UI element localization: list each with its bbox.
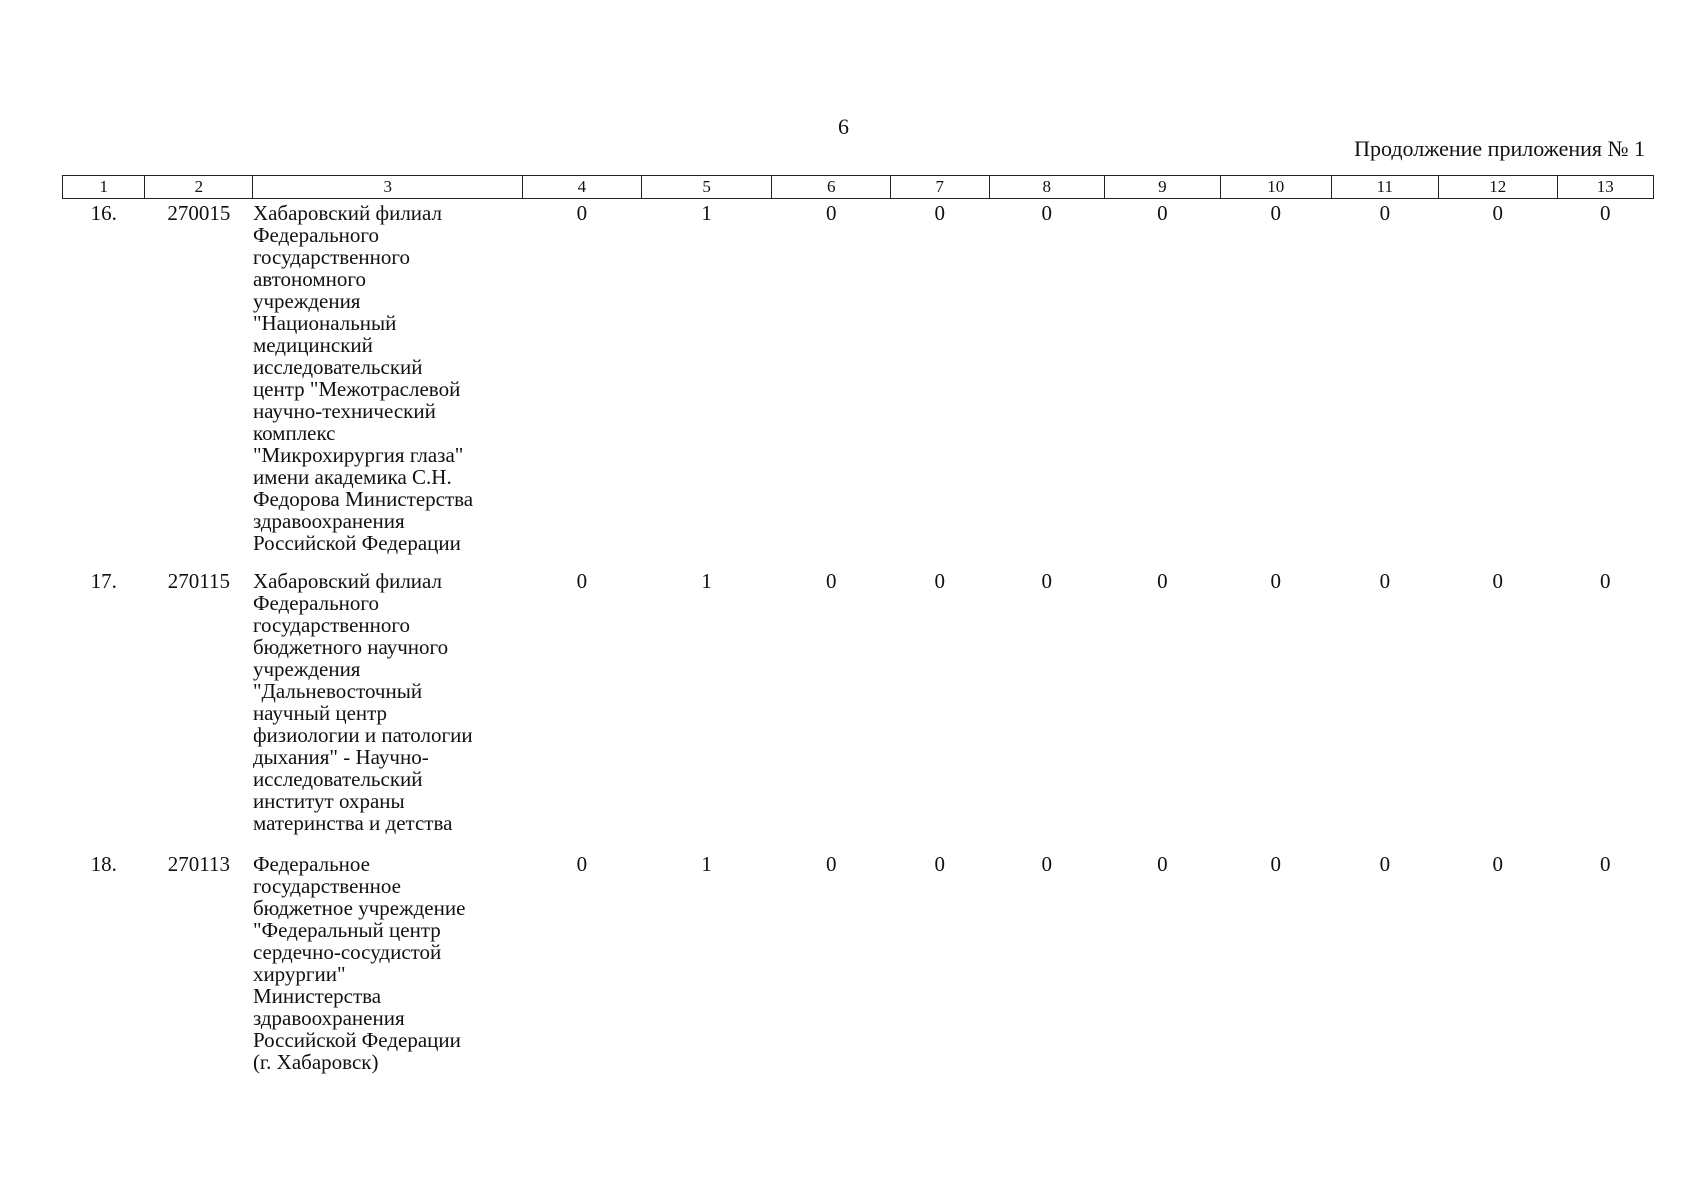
column-header: 5 (641, 176, 772, 199)
name-line: Российской Федерации (252, 1028, 461, 1052)
column-header: 12 (1438, 176, 1557, 199)
value-cell: 0 (1492, 852, 1503, 876)
value-cell: 0 (576, 201, 588, 225)
column-header: 11 (1331, 176, 1438, 199)
organization-name (253, 199, 523, 561)
name-line: исследовательский (252, 767, 423, 791)
value-cell: 0 (1600, 852, 1611, 876)
name-line: имени академика С.Н. (252, 465, 452, 489)
name-line: здравоохранения (252, 509, 405, 533)
value-cell: 0 (825, 569, 837, 593)
name-line: Хабаровский филиал (252, 569, 443, 593)
continuation-label: Продолжение приложения № 1 (1354, 136, 1645, 161)
name-line: Российской Федерации (252, 531, 461, 555)
value-cell: 0 (576, 852, 588, 876)
value-cell: 0 (1041, 569, 1053, 593)
value-cell: 0 (1157, 852, 1168, 876)
row-number: 18. (90, 852, 117, 876)
value-cell: 0 (1600, 569, 1611, 593)
name-line: "Национальный (252, 311, 397, 335)
name-line: научный центр (252, 701, 388, 725)
name-line: материнства и детства (252, 811, 453, 835)
name-line: комплекс (252, 421, 336, 445)
organization-name (253, 853, 523, 1083)
value-cell: 1 (701, 201, 712, 225)
name-line: Федерального (252, 223, 379, 247)
name-line: центр "Межотраслевой (252, 377, 461, 401)
column-header: 8 (989, 176, 1105, 199)
name-line: "Федеральный центр (252, 918, 441, 942)
name-line: автономного (252, 267, 367, 291)
value-cell: 0 (825, 201, 837, 225)
column-header: 1 (63, 176, 145, 199)
value-cell: 0 (825, 852, 837, 876)
row-code: 270113 (167, 852, 231, 876)
column-header: 2 (145, 176, 253, 199)
name-line: дыхания" - Научно- (252, 745, 429, 769)
row-code: 270115 (167, 569, 231, 593)
name-line: учреждения (252, 657, 361, 681)
column-header: 3 (253, 176, 523, 199)
header-row (63, 176, 1654, 199)
name-line: государственного (252, 245, 410, 269)
value-cell: 0 (1041, 852, 1053, 876)
value-cell: 0 (1492, 201, 1503, 225)
value-cell: 0 (1379, 852, 1391, 876)
column-header: 7 (891, 176, 989, 199)
value-cell: 0 (1157, 569, 1168, 593)
value-cell: 0 (1492, 569, 1503, 593)
value-cell: 0 (1157, 201, 1168, 225)
name-line: Хабаровский филиал (252, 201, 443, 225)
name-line: исследовательский (252, 355, 423, 379)
name-line: научно-технический (252, 399, 436, 423)
value-cell: 0 (576, 569, 588, 593)
name-line: "Микрохирургия глаза" (252, 443, 464, 467)
name-line: государственного (252, 613, 410, 637)
name-line: (г. Хабаровск) (252, 1050, 379, 1074)
table-row (63, 853, 1654, 1083)
value-cell: 0 (1270, 569, 1281, 593)
value-cell: 1 (701, 852, 712, 876)
row-number: 17. (90, 569, 117, 593)
column-header: 10 (1220, 176, 1331, 199)
name-line: сердечно-сосудистой (252, 940, 442, 964)
name-line: "Дальневосточный (252, 679, 423, 703)
column-header: 6 (772, 176, 891, 199)
value-cell: 0 (934, 201, 946, 225)
table-row (63, 199, 1654, 561)
column-header: 9 (1105, 176, 1221, 199)
row-number: 16. (90, 201, 117, 225)
name-line: бюджетного научного (252, 635, 449, 659)
value-cell: 1 (701, 569, 712, 593)
row-code: 270015 (167, 201, 231, 225)
name-line: физиологии и патологии (252, 723, 473, 747)
name-line: Федеральное (252, 852, 370, 876)
organization-name (253, 560, 523, 853)
table-row (63, 560, 1654, 853)
value-cell: 0 (934, 852, 946, 876)
name-line: Министерства (252, 984, 382, 1008)
name-line: здравоохранения (252, 1006, 405, 1030)
name-line: государственное (252, 874, 401, 898)
column-header: 4 (523, 176, 642, 199)
name-line: хирургии" (252, 962, 346, 986)
value-cell: 0 (1270, 201, 1281, 225)
value-cell: 0 (1379, 569, 1391, 593)
column-header: 13 (1557, 176, 1653, 199)
data-table (62, 175, 1654, 1083)
value-cell: 0 (1600, 201, 1611, 225)
value-cell: 0 (1041, 201, 1053, 225)
name-line: Федерального (252, 591, 379, 615)
value-cell: 0 (1270, 852, 1281, 876)
value-cell: 0 (934, 569, 946, 593)
name-line: институт охраны (252, 789, 405, 813)
name-line: Федорова Министерства (252, 487, 474, 511)
name-line: медицинский (252, 333, 373, 357)
name-line: учреждения (252, 289, 361, 313)
page-number: 6 (838, 114, 849, 139)
value-cell: 0 (1379, 201, 1391, 225)
name-line: бюджетное учреждение (252, 896, 466, 920)
